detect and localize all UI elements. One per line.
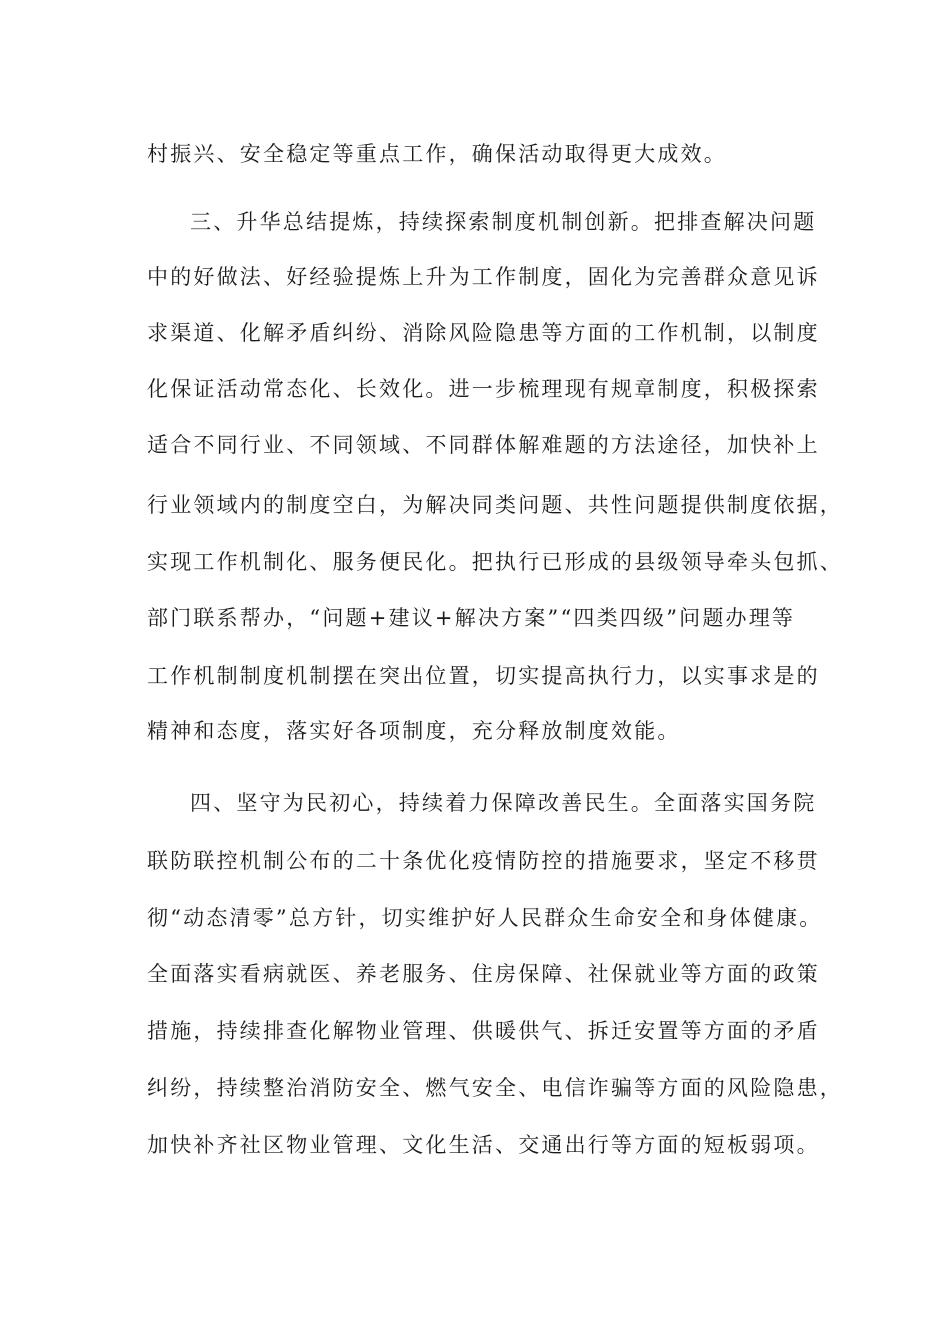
text-line-13: 联防联控机制公布的二十条优化疫情防控的措施要求，坚定不移贯 (147, 849, 820, 873)
text-line-6: 适合不同行业、不同领域、不同群体解难题的方法途径，加快补上 (147, 433, 820, 457)
text-line-18: 加快补齐社区物业管理、文化生活、交通出行等方面的短板弱项。 (147, 1133, 820, 1157)
text-line-4: 求渠道、化解矛盾纠纷、消除风险隐患等方面的工作机制，以制度 (147, 321, 820, 345)
text-line-5: 化保证活动常态化、长效化。进一步梳理现有规章制度，积极探索 (147, 377, 820, 401)
text-line-1: 村振兴、安全稳定等重点工作，确保活动取得更大成效。 (147, 142, 727, 166)
text-line-17: 纠纷，持续整治消防安全、燃气安全、电信诈骗等方面的风险隐患， (147, 1076, 843, 1100)
text-line-2: 三、升华总结提炼，持续探索制度机制创新。把排查解决问题 (190, 210, 817, 234)
text-line-15: 全面落实看病就医、养老服务、住房保障、社保就业等方面的政策 (147, 962, 820, 986)
text-line-16: 措施，持续排查化解物业管理、供暖供气、拆迁安置等方面的矛盾 (147, 1019, 820, 1043)
text-line-11: 精神和态度，落实好各项制度，充分释放制度效能。 (147, 719, 681, 743)
text-line-7: 行业领域内的制度空白，为解决同类问题、共性问题提供制度依据， (147, 493, 843, 517)
text-line-12: 四、坚守为民初心，持续着力保障改善民生。全面落实国务院 (190, 791, 817, 815)
text-line-10: 工作机制制度机制摆在突出位置，切实提高执行力，以实事求是的 (147, 664, 820, 688)
text-line-14: 彻“动态清零”总方针，切实维护好人民群众生命安全和身体健康。 (147, 906, 823, 930)
text-line-9: 部门联系帮办，“问题+建议+解决方案”“四类四级”问题办理等 (147, 606, 796, 630)
text-line-8: 实现工作机制化、服务便民化。把执行已形成的县级领导牵头包抓、 (147, 550, 843, 574)
text-line-3: 中的好做法、好经验提炼上升为工作制度，固化为完善群众意见诉 (147, 265, 820, 289)
